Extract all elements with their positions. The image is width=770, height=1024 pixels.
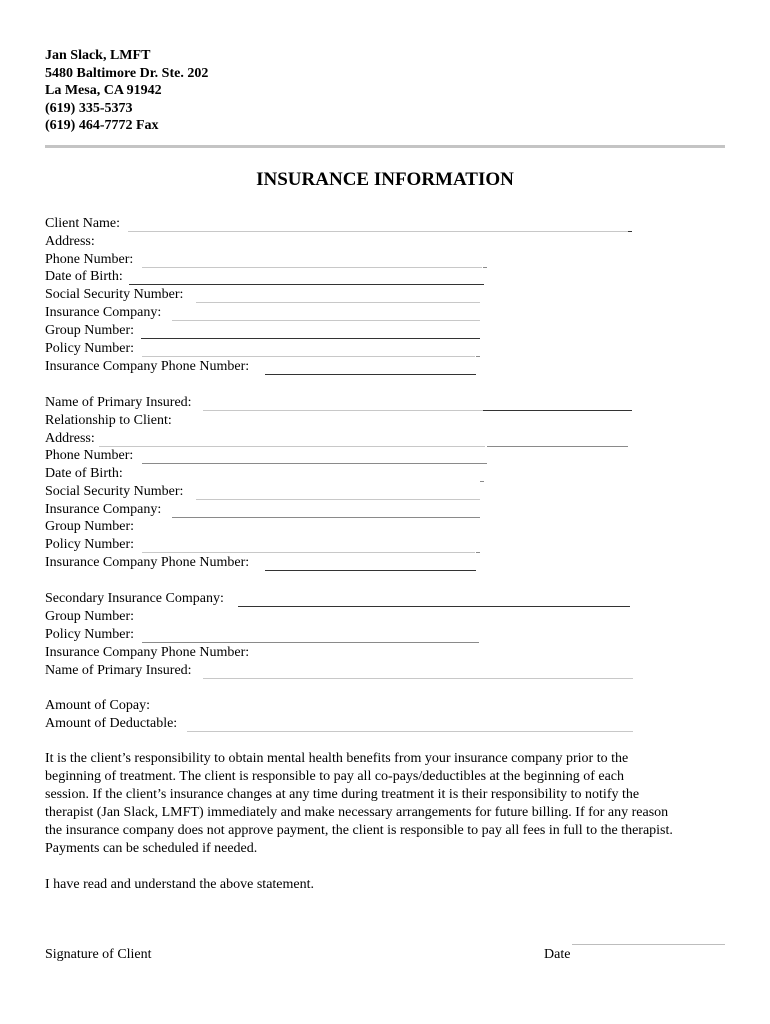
primary-company-phone-field[interactable] <box>265 570 476 571</box>
deductable-amount-field[interactable] <box>187 731 633 732</box>
client-company-phone-label: Insurance Company Phone Number: <box>45 359 250 374</box>
copay-amount-label: Amount of Copay: <box>45 698 150 713</box>
primary-insurance-company-label: Insurance Company: <box>45 502 162 517</box>
policy-line: therapist (Jan Slack, LMFT) immediately and make necessary arrangements for future billing. If for any reason <box>45 805 669 820</box>
primary-phone-field[interactable] <box>142 463 487 464</box>
client-address-label: Address: <box>45 234 95 249</box>
client-insurance-company-label: Insurance Company: <box>45 305 162 320</box>
deductable-amount-label: Amount of Deductable: <box>45 716 178 731</box>
client-group-number-label: Group Number: <box>45 323 135 338</box>
date-signature-field[interactable] <box>572 944 725 945</box>
client-policy-number-field[interactable] <box>142 356 475 357</box>
policy-line: It is the client’s responsibility to obtain mental health benefits from your insurance company prior to the <box>45 751 629 766</box>
client-insurance-company-field[interactable] <box>172 320 480 321</box>
client-name-field-end <box>628 231 632 232</box>
primary-company-phone-label: Insurance Company Phone Number: <box>45 555 250 570</box>
acknowledgement-statement: I have read and understand the above statement. <box>45 877 315 892</box>
primary-relationship-label: Relationship to Client: <box>45 413 172 428</box>
client-ssn-label: Social Security Number: <box>45 287 184 302</box>
policy-line: beginning of treatment. The client is responsible to pay all co-pays/deductibles at the beginning of each <box>45 769 625 784</box>
primary-policy-number-label: Policy Number: <box>45 537 135 552</box>
primary-insured-name-label: Name of Primary Insured: <box>45 395 192 410</box>
client-phone-field[interactable] <box>142 267 482 268</box>
primary-ssn-field[interactable] <box>196 499 480 500</box>
header-divider <box>45 145 725 148</box>
client-policy-number-label: Policy Number: <box>45 341 135 356</box>
primary-dob-field[interactable] <box>480 481 484 482</box>
street-address: 5480 Baltimore Dr. Ste. 202 <box>45 65 209 81</box>
primary-policy-number-field[interactable] <box>142 552 475 553</box>
primary-dob-label: Date of Birth: <box>45 466 123 481</box>
client-policy-number-field-end <box>476 356 480 357</box>
secondary-insurance-company-field[interactable] <box>238 606 630 607</box>
primary-policy-number-field-end <box>476 552 480 553</box>
client-ssn-field[interactable] <box>196 302 480 303</box>
fax-number: (619) 464-7772 Fax <box>45 118 159 134</box>
primary-address-field[interactable] <box>99 446 485 447</box>
phone-number: (619) 335-5373 <box>45 100 133 116</box>
city-state-zip: La Mesa, CA 91942 <box>45 83 162 99</box>
primary-phone-label: Phone Number: <box>45 448 134 463</box>
primary-group-number-label: Group Number: <box>45 519 135 534</box>
practitioner-name: Jan Slack, LMFT <box>45 48 151 63</box>
policy-line: the insurance company does not approve payment, the client is responsible to pay all fees in full to the therapist. <box>45 823 673 838</box>
policy-line: Payments can be scheduled if needed. <box>45 841 258 856</box>
client-phone-field-end <box>483 267 487 268</box>
client-dob-label: Date of Birth: <box>45 269 123 284</box>
payment-policy-paragraph <box>45 750 735 858</box>
primary-insured-name-field[interactable] <box>203 410 483 411</box>
primary-address-label: Address: <box>45 431 95 446</box>
secondary-policy-number-field[interactable] <box>142 642 479 643</box>
secondary-company-phone-label: Insurance Company Phone Number: <box>45 645 250 660</box>
client-signature-label: Signature of Client <box>45 947 152 962</box>
primary-address-field-end <box>487 446 628 447</box>
client-company-phone-field[interactable] <box>265 374 476 375</box>
secondary-insurance-company-label: Secondary Insurance Company: <box>45 591 224 606</box>
primary-ssn-label: Social Security Number: <box>45 484 184 499</box>
secondary-primary-insured-field[interactable] <box>203 678 633 679</box>
date-label: Date <box>544 947 571 962</box>
primary-insurance-company-field[interactable] <box>172 517 480 518</box>
client-phone-label: Phone Number: <box>45 252 134 267</box>
client-name-label: Client Name: <box>45 216 121 231</box>
client-dob-field[interactable] <box>129 284 484 285</box>
page-title: INSURANCE INFORMATION <box>256 169 514 190</box>
client-name-field[interactable] <box>128 231 628 232</box>
secondary-primary-insured-label: Name of Primary Insured: <box>45 663 192 678</box>
letterhead <box>45 47 208 135</box>
secondary-policy-number-label: Policy Number: <box>45 627 135 642</box>
policy-line: session. If the client’s insurance changes at any time during treatment it is their responsibility to notify the <box>45 787 640 802</box>
secondary-group-number-label: Group Number: <box>45 609 135 624</box>
primary-insured-name-field-end <box>483 410 632 411</box>
client-group-number-field[interactable] <box>141 338 480 339</box>
